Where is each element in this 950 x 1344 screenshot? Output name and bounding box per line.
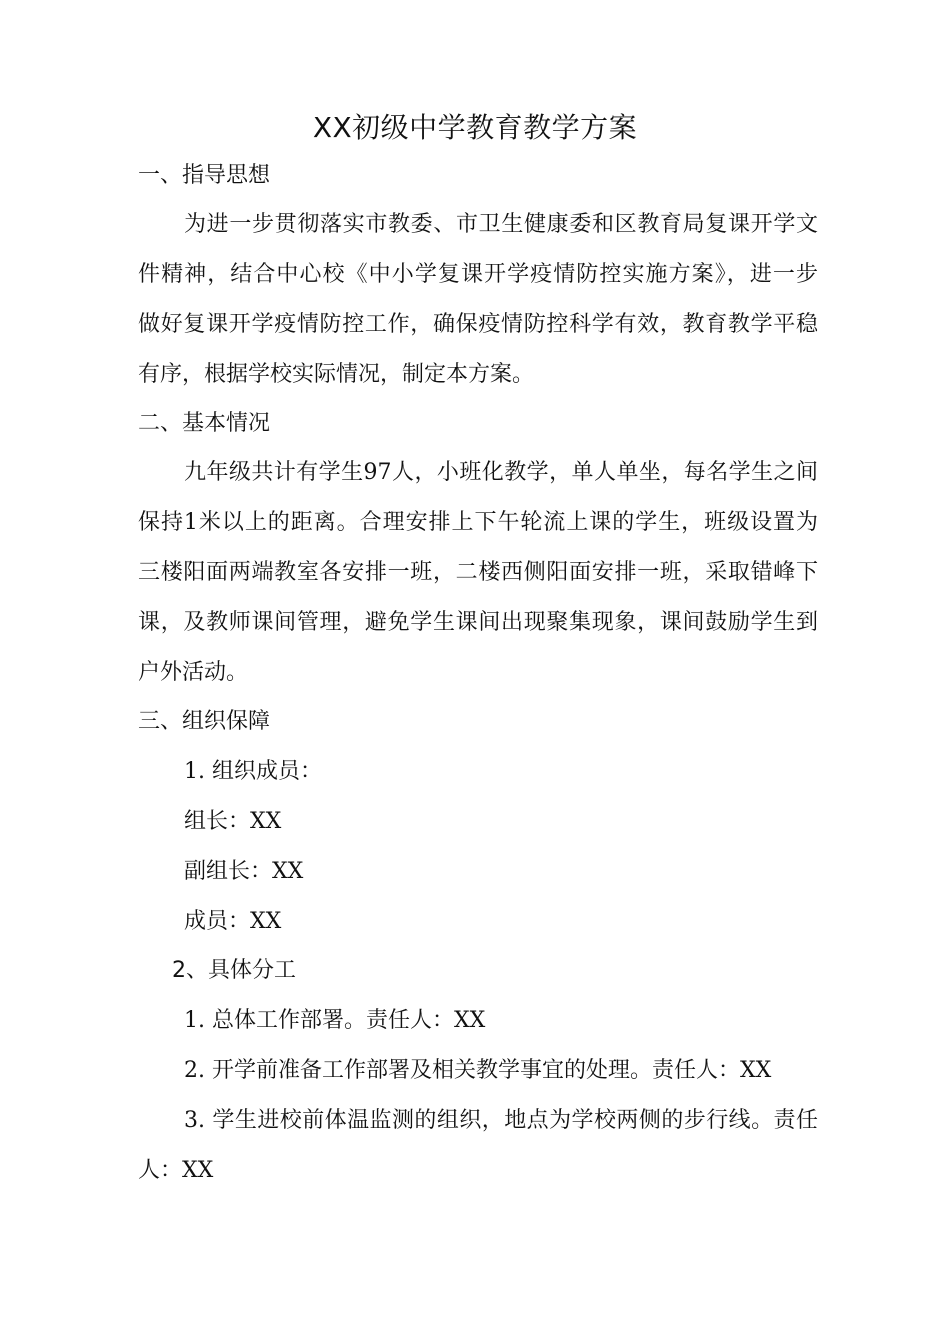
list-item: 副组长：XX: [184, 859, 304, 884]
section-heading-guiding-ideology: 一、指导思想: [138, 163, 271, 188]
list-item: 2. 开学前准备工作部署及相关教学事宜的处理。责任人：XX: [184, 1058, 772, 1083]
paragraph-line: 三楼阳面两端教室各安排一班，二楼西侧阳面安排一班，采取错峰下: [138, 560, 818, 585]
section-heading-basic-situation: 二、基本情况: [138, 411, 271, 436]
paragraph-line: 九年级共计有学生97人，小班化教学，单人单坐，每名学生之间: [184, 460, 818, 485]
paragraph-line: 保持1米以上的距离。合理安排上下午轮流上课的学生，班级设置为: [138, 510, 818, 535]
paragraph-line: 户外活动。: [138, 660, 249, 685]
list-item: 1. 总体工作部署。责任人：XX: [184, 1008, 486, 1033]
document-title: XX初级中学教育教学方案: [312, 111, 638, 144]
paragraph-line: 件精神，结合中心校《中小学复课开学疫情防控实施方案》，进一步: [138, 262, 818, 287]
list-item-continuation: 人：XX: [138, 1158, 214, 1183]
list-item: 3. 学生进校前体温监测的组织，地点为学校两侧的步行线。责任: [184, 1108, 818, 1133]
paragraph-line: 课，及教师课间管理，避免学生课间出现聚集现象，课间鼓励学生到: [138, 610, 818, 635]
subsection-heading: 2、具体分工: [172, 958, 296, 983]
list-item: 1. 组织成员：: [184, 759, 322, 784]
paragraph-line: 为进一步贯彻落实市教委、市卫生健康委和区教育局复课开学文: [184, 212, 818, 237]
list-item: 组长：XX: [184, 809, 282, 834]
paragraph-line: 做好复课开学疫情防控工作，确保疫情防控科学有效，教育教学平稳: [138, 312, 818, 337]
paragraph-line: 有序，根据学校实际情况，制定本方案。: [138, 362, 535, 387]
section-heading-organization: 三、组织保障: [138, 709, 271, 734]
list-item: 成员：XX: [184, 909, 282, 934]
